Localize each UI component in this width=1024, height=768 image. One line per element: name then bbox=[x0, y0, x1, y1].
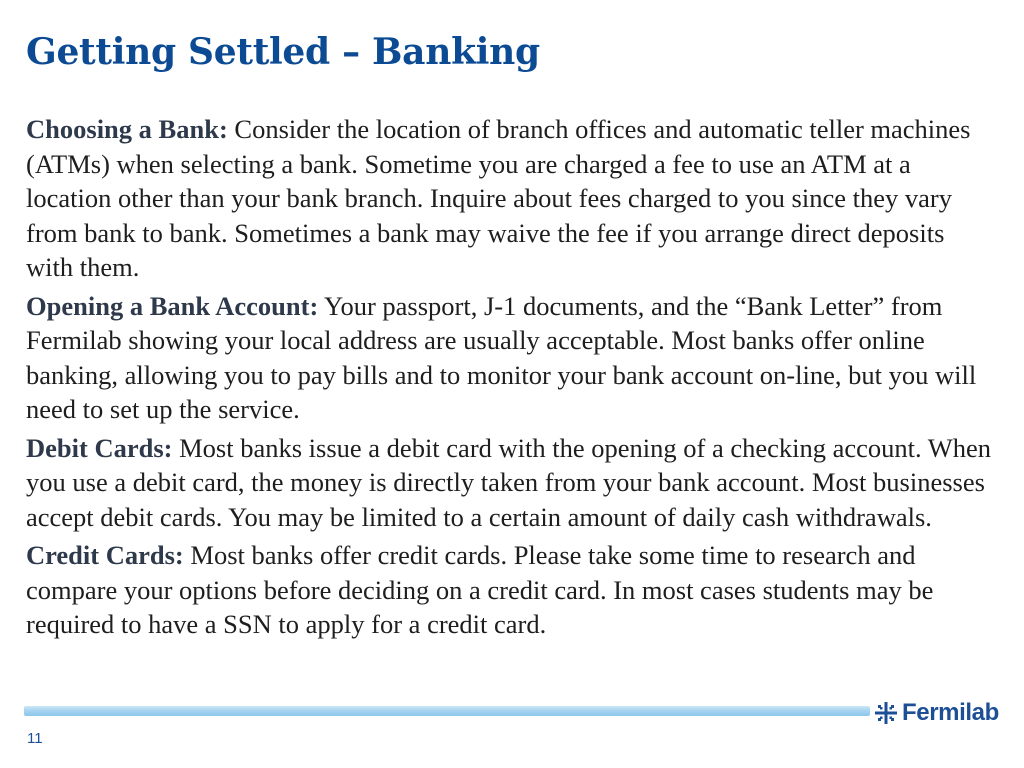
paragraph-heading: Credit Cards: bbox=[26, 540, 184, 570]
paragraph-choosing-a-bank bbox=[26, 112, 998, 285]
slide-title: Getting Settled – Banking bbox=[26, 31, 540, 73]
fermilab-logo bbox=[874, 698, 999, 728]
paragraph-text: Consider the location of branch offices and automatic teller machines (ATMs) when selecting a bank. Sometime you are charged a fee to use an ATM at a location other than your bank branch. Inquire about fees charged to you since they vary from bank to bank. Sometimes a bank may waive the fee if you arrange direct deposits with them. bbox=[26, 114, 971, 282]
paragraph-opening-a-bank-account bbox=[26, 289, 998, 427]
paragraph-text: Your passport, J-1 documents, and the “Bank Letter” from Fermilab showing your local address are usually acceptable. Most banks offer online banking, allowing you to pay bills and to monitor your bank account on-line, but you will need to set up the service. bbox=[26, 290, 977, 424]
paragraph-debit-cards bbox=[26, 431, 998, 535]
slide-body bbox=[26, 112, 998, 646]
footer-divider-bar bbox=[24, 706, 870, 716]
paragraph-credit-cards bbox=[26, 538, 998, 642]
fermilab-logo-text: Fermilab bbox=[902, 699, 999, 726]
page-number: 11 bbox=[27, 730, 43, 747]
fermilab-logo-icon bbox=[874, 701, 898, 725]
paragraph-heading: Choosing a Bank: bbox=[26, 114, 228, 144]
paragraph-text: Most banks offer credit cards. Please take some time to research and compare your options before deciding on a credit card. In most cases students may be required to have a SSN to apply for a credit card. bbox=[26, 540, 934, 639]
paragraph-heading: Debit Cards: bbox=[26, 432, 173, 463]
paragraph-heading: Opening a Bank Account: bbox=[26, 290, 319, 321]
paragraph-text: Most banks issue a debit card with the opening of a checking account. When you use a debit card, the money is directly taken from your bank account. Most businesses accept debit cards. You may be limited to a certain amount of daily cash withdrawals. bbox=[26, 432, 992, 532]
